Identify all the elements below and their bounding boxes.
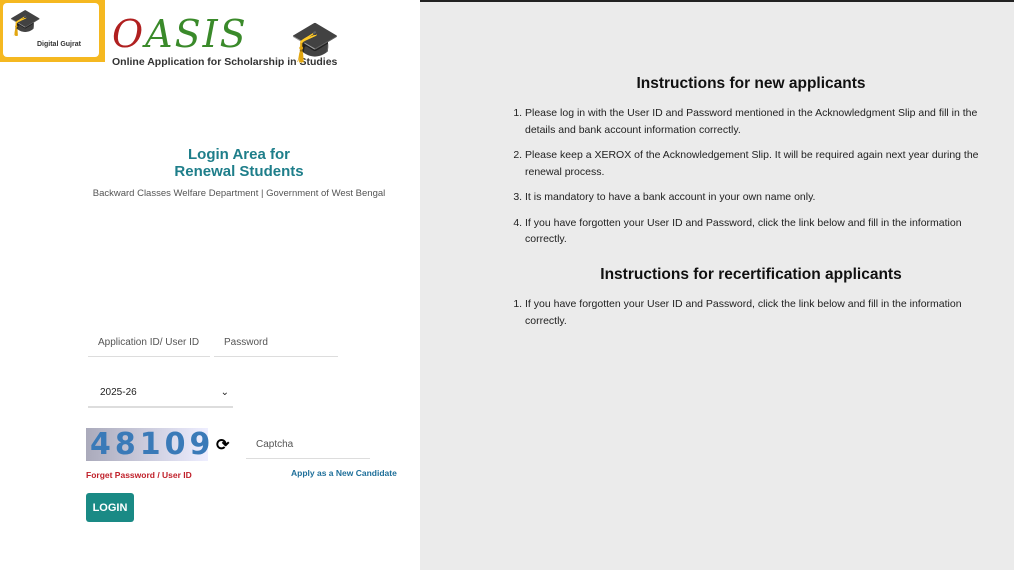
user-id-input[interactable]: Application ID/ User ID <box>88 333 210 357</box>
logo-text: Digital Gujrat <box>37 41 81 48</box>
login-panel <box>0 0 420 570</box>
captcha-input[interactable]: Captcha <box>246 435 370 459</box>
graduation-cap-icon: 🎓 <box>290 20 340 64</box>
list-item: 3. It is mandatory to have a bank account in your own name only. <box>525 189 991 206</box>
list-item: 1. If you have forgotten your User ID and Password, click the link below and fill in the information correctly. <box>525 296 991 329</box>
apply-new-link[interactable]: Apply as a New Candidate <box>291 468 397 478</box>
oasis-subtitle: Online Application for Scholarship in Studies <box>112 56 338 68</box>
list-item: 2. Please keep a XEROX of the Acknowledgement Slip. It will be required again next year during the renewal process. <box>525 147 991 180</box>
recert-applicants-section <box>511 266 991 338</box>
year-select[interactable] <box>88 382 233 408</box>
list-item: 1. Please log in with the User ID and Password mentioned in the Acknowledgment Slip and fill in the details and bank account information correctly. <box>525 105 991 138</box>
section-title: Instructions for new applicants <box>636 75 866 92</box>
login-title: Login Area for Renewal Students <box>174 146 304 180</box>
login-button[interactable]: LOGIN <box>86 493 134 522</box>
chevron-down-icon: ⌄ <box>220 387 229 398</box>
list-item: 4. If you have forgotten your User ID and Password, click the link below and fill in the information correctly. <box>525 215 991 248</box>
section-title: Instructions for recertification applicants <box>600 266 902 283</box>
password-input[interactable]: Password <box>214 333 338 357</box>
department-text: Backward Classes Welfare Department | Government of West Bengal <box>92 188 386 199</box>
year-value: 2025-26 <box>100 387 137 398</box>
digital-gujarat-logo <box>0 0 105 62</box>
graduation-logo-icon: 🎓 <box>9 8 42 38</box>
oasis-o: O <box>112 12 146 56</box>
oasis-word: ASIS <box>145 12 248 56</box>
captcha-image: 48109 <box>86 428 208 461</box>
refresh-captcha-icon[interactable]: ⟳ <box>216 437 230 454</box>
forgot-password-link[interactable]: Forget Password / User ID <box>86 470 192 480</box>
new-applicants-section <box>511 75 991 257</box>
